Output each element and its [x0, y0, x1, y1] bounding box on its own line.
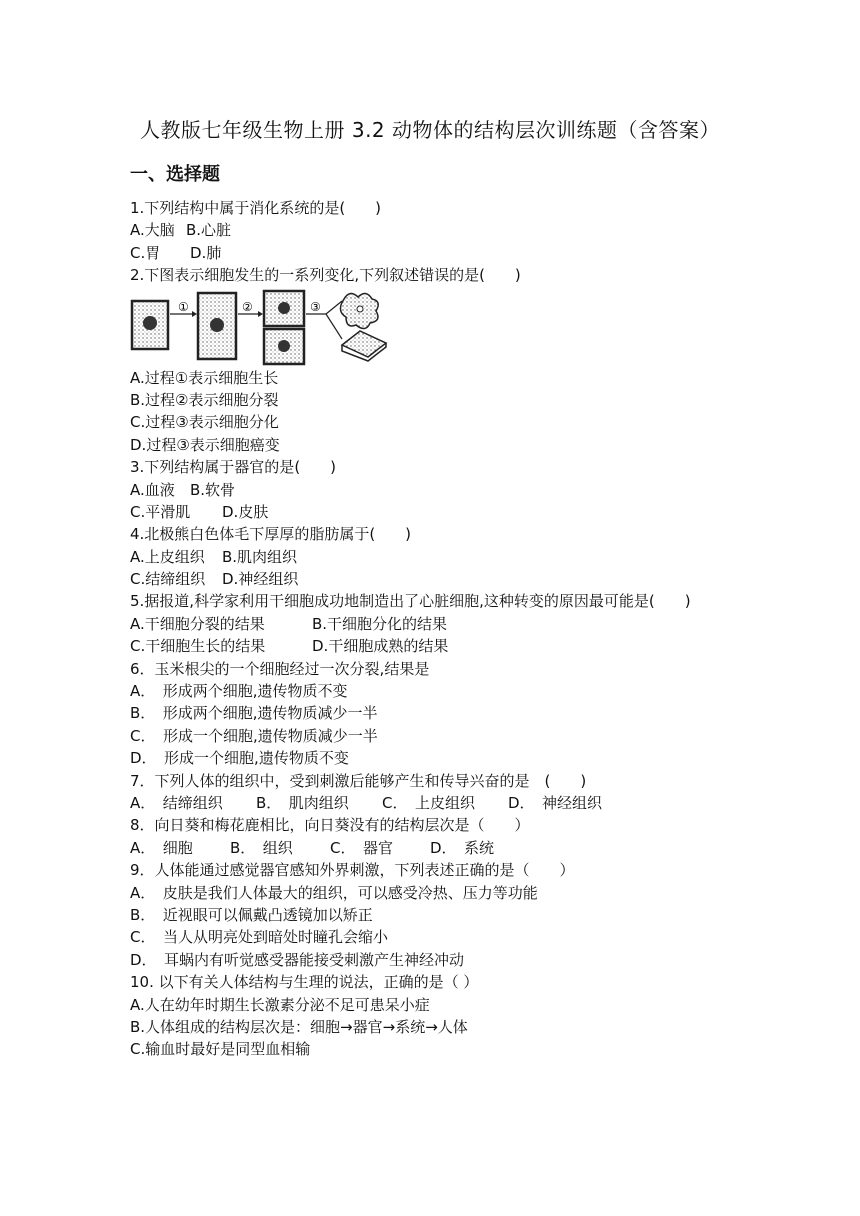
question-1-options-cd: [130, 242, 740, 264]
question-6-option-d: D． 形成一个细胞,遗传物质不变: [130, 749, 349, 768]
option-b: B． 组织: [230, 838, 293, 857]
small-cell-icon: [132, 301, 168, 349]
question-9-option-d: D． 耳蜗内有听觉感受器能接受刺激产生神经冲动: [130, 950, 465, 969]
question-2-option-c: C.过程③表示细胞分化: [130, 413, 279, 432]
question-10-stem: 10. 以下有关人体结构与生理的说法，正确的是（ ）: [130, 973, 479, 992]
option-c: C.胃: [130, 243, 161, 262]
step-1-label: ①: [178, 299, 189, 314]
option-a: A． 细胞: [130, 838, 193, 857]
question-9-option-c: C． 当人从明亮处到暗处时瞳孔会缩小: [130, 928, 388, 947]
question-4-options-cd: [130, 568, 740, 590]
option-c: C.干细胞生长的结果: [130, 637, 266, 656]
question-6-option-c: C． 形成一个细胞,遗传物质减少一半: [130, 726, 378, 745]
question-5-options-ab: [130, 613, 740, 635]
cell-division-figure: [130, 289, 390, 367]
question-3-options-ab: [130, 479, 740, 501]
option-a: A.大脑: [130, 221, 175, 240]
option-a: A.干细胞分裂的结果: [130, 614, 265, 633]
option-b: B.肌肉组织: [222, 547, 298, 566]
option-c: C.结缔组织: [130, 570, 206, 589]
question-3-stem: 3.下列结构属于器官的是( ): [130, 458, 337, 477]
question-10-option-b: B.人体组成的结构层次是：细胞→器官→系统→人体: [130, 1017, 468, 1036]
question-9-stem: 9．人体能通过感觉器官感知外界刺激，下列表述正确的是（ ）: [130, 861, 575, 880]
option-b: B． 肌肉组织: [256, 794, 349, 812]
question-9-option-a: A． 皮肤是我们人体最大的组织，可以感受冷热、压力等功能: [130, 883, 538, 902]
option-d: D.肺: [190, 243, 222, 262]
step-3-label: ③: [310, 299, 321, 314]
option-c: C.平滑肌: [130, 502, 191, 521]
question-list: [130, 197, 740, 1061]
option-d: D.神经组织: [222, 570, 299, 589]
question-2-option-b: B.过程②表示细胞分裂: [130, 390, 279, 409]
question-4-options-ab: [130, 546, 740, 568]
question-8-options: [130, 837, 740, 859]
option-d: D.皮肤: [222, 502, 269, 521]
option-d: D． 系统: [430, 838, 495, 857]
step-2-label: ②: [242, 299, 253, 314]
option-a: A． 结缔组织: [130, 794, 223, 812]
question-7-options: [130, 792, 740, 814]
option-b: B.软骨: [190, 480, 236, 499]
question-1-stem: 1.下列结构中属于消化系统的是( ): [130, 199, 382, 217]
option-b: B.干细胞分化的结果: [312, 614, 448, 633]
question-2-stem: 2.下图表示细胞发生的一系列变化,下列叙述错误的是( ): [130, 266, 521, 285]
question-5-stem: 5.据报道,科学家利用干细胞成功地制造出了心脏细胞,这种转变的原因最可能是( ): [130, 592, 691, 611]
question-6-stem: 6．玉米根尖的一个细胞经过一次分裂,结果是: [130, 659, 430, 678]
question-6-option-a: A． 形成两个细胞,遗传物质不变: [130, 682, 348, 701]
option-d: D． 神经组织: [508, 794, 603, 812]
question-10-option-c: C.输血时最好是同型血相输: [130, 1040, 311, 1059]
option-a: A.上皮组织: [130, 547, 205, 566]
question-3-options-cd: [130, 501, 740, 523]
differentiated-tissue-icon: [340, 293, 386, 361]
divided-cells-icon: [264, 291, 304, 364]
question-2-option-a: A.过程①表示细胞生长: [130, 368, 279, 387]
question-6-option-b: B． 形成两个细胞,遗传物质减少一半: [130, 704, 378, 723]
grown-cell-icon: [198, 293, 236, 359]
document-title: 人教版七年级生物上册 3.2 动物体的结构层次训练题（含答案）: [139, 118, 721, 142]
arrow-1-head-icon: [192, 311, 197, 317]
question-4-stem: 4.北极熊白色体毛下厚厚的脂肪属于( ): [130, 525, 412, 544]
arrow-2-head-icon: [258, 311, 263, 317]
question-10-option-a: A.人在幼年时期生长激素分泌不足可患呆小症: [130, 995, 430, 1014]
question-2-option-d: D.过程③表示细胞癌变: [130, 435, 280, 454]
option-c: C． 器官: [330, 838, 393, 857]
question-7-stem: 7．下列人体的组织中，受到刺激后能够产生和传导兴奋的是 ( ): [130, 771, 587, 790]
option-d: D.干细胞成熟的结果: [312, 637, 449, 656]
question-5-options-cd: [130, 635, 740, 657]
option-a: A.血液: [130, 480, 175, 499]
question-9-option-b: B． 近视眼可以佩戴凸透镜加以矫正: [130, 905, 373, 924]
section-heading: 一、选择题: [130, 164, 220, 185]
option-b: B.心脏: [186, 221, 232, 240]
option-c: C． 上皮组织: [382, 794, 475, 812]
question-8-stem: 8．向日葵和梅花鹿相比，向日葵没有的结构层次是（ ）: [130, 816, 530, 835]
question-1-options-ab: [130, 219, 740, 241]
